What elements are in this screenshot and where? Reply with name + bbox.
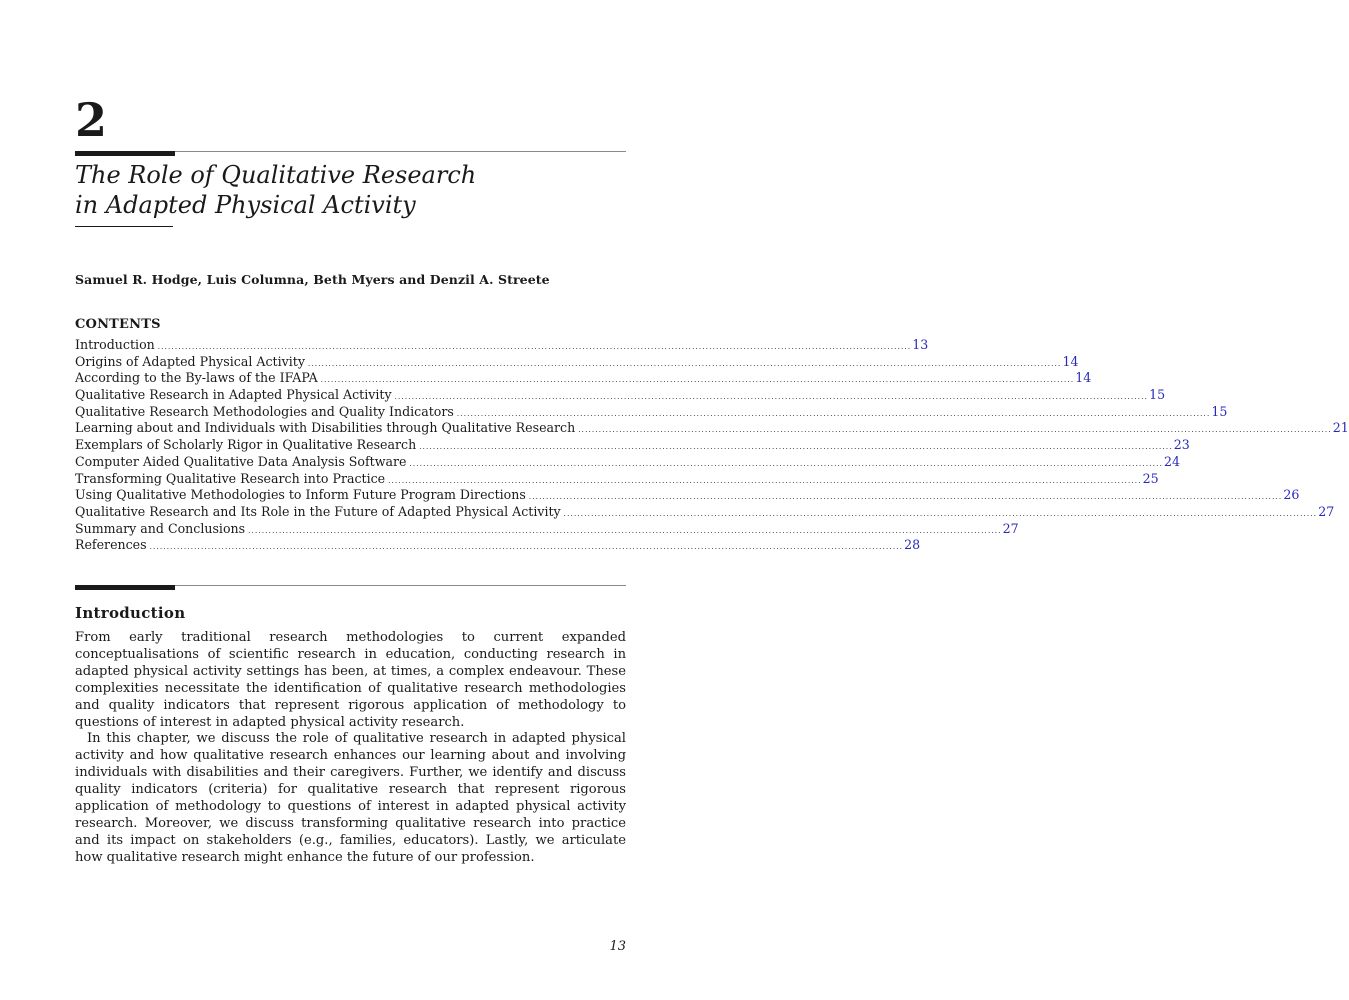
- chapter-rule-thick: [75, 151, 175, 156]
- toc-dot-leader: ............................................................................................................................................................................................................................: [248, 526, 1002, 535]
- title-underline: [75, 226, 173, 227]
- toc-entry-title: Introduction: [75, 337, 155, 352]
- toc-page-link[interactable]: 15: [1149, 387, 1166, 403]
- toc-page-link[interactable]: 13: [912, 337, 929, 352]
- toc-dot-leader: ............................................................................................................................................................................................................................: [456, 409, 1211, 418]
- toc-dot-leader: ............................................................................................................................................................................................................................: [409, 459, 1164, 468]
- toc-entry-title: Transforming Qualitative Research into Practice: [75, 470, 386, 486]
- toc-page-link[interactable]: 24: [1164, 453, 1181, 469]
- toc-entry[interactable]: [75, 403, 1228, 421]
- toc-entry[interactable]: [75, 437, 1190, 454]
- toc-page-link[interactable]: 27: [1318, 503, 1335, 519]
- chapter-title-line-2: in Adapted Physical Activity: [75, 191, 416, 219]
- toc-entry[interactable]: [75, 470, 1159, 488]
- toc-entry-title: Qualitative Research Methodologies and Quality Indicators: [75, 403, 454, 419]
- toc-dot-leader: ............................................................................................................................................................................................................................: [563, 509, 1318, 518]
- toc-entry-title: Origins of Adapted Physical Activity: [75, 353, 305, 369]
- toc-entry[interactable]: [75, 487, 1300, 504]
- toc-entry-title: Learning about and Individuals with Disabilities through Qualitative Research: [75, 420, 576, 436]
- chapter-title-line-1: The Role of Qualitative Research: [75, 161, 477, 189]
- toc-dot-leader: ............................................................................................................................................................................................................................: [394, 393, 1149, 402]
- section-heading-introduction: Introduction: [75, 604, 186, 622]
- contents-heading: CONTENTS: [75, 317, 161, 332]
- toc-entry-title: Qualitative Research in Adapted Physical Activity: [75, 387, 392, 403]
- toc-dot-leader: ............................................................................................................................................................................................................................: [578, 426, 1332, 435]
- page-number: 13: [609, 939, 626, 954]
- toc-entry[interactable]: [75, 370, 1092, 387]
- section-rule-thin: [175, 585, 626, 586]
- toc-entry[interactable]: [75, 453, 1181, 471]
- toc-dot-leader: ............................................................................................................................................................................................................................: [157, 343, 912, 351]
- introduction-body: [75, 630, 626, 867]
- chapter-title: [75, 160, 476, 220]
- toc-entry-title: Computer Aided Qualitative Data Analysis Software: [75, 453, 407, 469]
- toc-page-link[interactable]: 23: [1173, 437, 1190, 453]
- toc-entry[interactable]: [75, 387, 1166, 404]
- toc-entry[interactable]: [75, 503, 1335, 521]
- toc-entry[interactable]: [75, 337, 929, 354]
- toc-entry-title: References: [75, 537, 147, 553]
- toc-dot-leader: ............................................................................................................................................................................................................................: [388, 476, 1142, 485]
- toc-entry-title: According to the By-laws of the IFAPA: [75, 370, 318, 386]
- toc-dot-leader: ............................................................................................................................................................................................................................: [149, 543, 904, 552]
- toc-entry[interactable]: [75, 353, 1079, 371]
- section-rule-thick: [75, 585, 175, 590]
- body-paragraph: From early traditional research methodologies to current expanded conceptualisations of scientific research in education, conducting research in adapted physical activity settings has been, at times, a complex endeavour. These complexities necessitate the identification of qualitative research methodologies and quality indicators that represent rigorous application of methodology to questions of interest in adapted physical activity research.: [75, 630, 626, 730]
- authors: Samuel R. Hodge, Luis Columna, Beth Myers and Denzil A. Streete: [75, 272, 550, 287]
- toc-entry-title: Qualitative Research and Its Role in the Future of Adapted Physical Activity: [75, 503, 561, 519]
- chapter-rule-thin: [175, 151, 626, 152]
- toc-page-link[interactable]: 14: [1062, 353, 1079, 369]
- toc-entry[interactable]: [75, 520, 1019, 538]
- toc-entry-title: Exemplars of Scholarly Rigor in Qualitative Research: [75, 437, 417, 453]
- toc-page-link[interactable]: 21: [1332, 420, 1349, 436]
- toc-entry-title: Summary and Conclusions: [75, 520, 246, 536]
- chapter-number: 2: [75, 93, 108, 147]
- toc-page-link[interactable]: 15: [1211, 403, 1228, 419]
- toc-page-link[interactable]: 14: [1075, 370, 1092, 386]
- toc-page-link[interactable]: 25: [1142, 470, 1159, 486]
- toc-dot-leader: ............................................................................................................................................................................................................................: [320, 376, 1075, 385]
- toc-page-link[interactable]: 28: [904, 537, 921, 553]
- toc-page-link[interactable]: 26: [1283, 487, 1300, 503]
- toc-page-link[interactable]: 27: [1002, 520, 1019, 536]
- toc-dot-leader: ............................................................................................................................................................................................................................: [528, 493, 1283, 502]
- toc-entry[interactable]: [75, 420, 1349, 437]
- table-of-contents: [75, 337, 1349, 554]
- toc-entry[interactable]: [75, 537, 921, 554]
- toc-entry-title: Using Qualitative Methodologies to Inform Future Program Directions: [75, 487, 526, 503]
- toc-dot-leader: ............................................................................................................................................................................................................................: [307, 359, 1062, 368]
- body-paragraph: In this chapter, we discuss the role of qualitative research in adapted physical activity and how qualitative research enhances our learning about and involving individuals with disabilities and their caregivers. Further, we identify and discuss quality indicators (criteria) for qualitative research that represent rigorous application of methodology to questions of interest in adapted physical activity research. Moreover, we discuss transforming qualitative research into practice and its impact on stakeholders (e.g., families, educators). Lastly, we articulate how qualitative research might enhance the future of our profession.: [75, 731, 626, 865]
- toc-dot-leader: ............................................................................................................................................................................................................................: [419, 443, 1173, 452]
